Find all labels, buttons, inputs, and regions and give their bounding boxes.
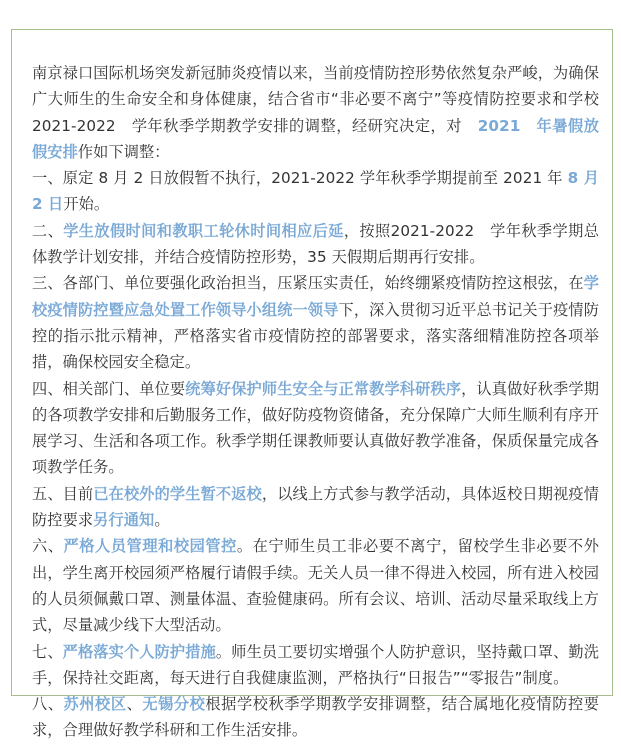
item-text: 八、 bbox=[32, 695, 64, 714]
item-1 bbox=[32, 165, 599, 218]
item-highlight: 8 月 2 日 bbox=[32, 169, 599, 214]
item-text: 。师生员工要切实增强个人防护意识，坚持戴口罩、勤洗手，保持社交距离，每天进行自我健康监测，严格执行“日报告”“零报告”制度。 bbox=[32, 642, 600, 687]
item-text: ，以线上方式参与教学活动，具体返校日期视疫情防控要求 bbox=[32, 484, 599, 530]
item-text: 。在宁师生员工非必要不离宁，留校学生非必要不外出，学生离开校园须严格履行请假手续。无关人员一律不得进入校园，所有进入校园的人员须佩戴口罩、测量体温、查验健康码。所有会议、培训、活动尽量采取线上方式，尽量减少线下大型活动。 bbox=[32, 537, 599, 635]
item-text: 三、各部门、单位要强化政治担当，压紧压实责任，始终绷紧疫情防控这根弦，在 bbox=[32, 274, 584, 293]
intro-text: 作如下调整： bbox=[77, 142, 170, 161]
item-4 bbox=[32, 376, 599, 481]
intro-highlight: 2021 年暑假放假安排 bbox=[32, 116, 599, 161]
item-2 bbox=[32, 218, 599, 271]
item-text: 下，深入贯彻习近平总书记关于疫情防控的指示批示精神，严格落实省市疫情防控的部署要求，落实落细精准防控各项举措，确保校园安全稳定。 bbox=[32, 300, 600, 372]
item-text: 一、原定 8 月 2 日放假暂不执行，2021-2022 学年秋季学期提前至 2021 年 bbox=[32, 169, 568, 188]
intro-text: 南京禄口国际机场突发新冠肺炎疫情以来，当前疫情防控形势依然复杂严峻，为确保广大师生的生命安全和身体健康，结合省市“非必要不离宁”等疫情防控要求和学校 2021-2022 学年秋季学期教学安排的调整，经研究决定，对 bbox=[32, 64, 615, 135]
notice-box bbox=[11, 29, 615, 740]
item-highlight: 统筹好保护师生安全与正常教学科研秩序 bbox=[185, 379, 462, 398]
item-highlight: 学校疫情防控暨应急处置工作领导小组统一领导 bbox=[32, 274, 599, 319]
item-highlight: 苏州校区 bbox=[63, 695, 127, 714]
item-text: ，认真做好秋季学期的各项教学安排和后勤服务工作，做好防疫物资储备，充分保障广大师生顺利有序开展学习、生活和各项工作。秋季学期任课教师要认真做好教学准备，保质保量完成各项教学任务。 bbox=[32, 379, 599, 477]
item-highlight: 另行通知 bbox=[93, 511, 155, 530]
item-highlight: 学生放假时间和教职工轮休时间相应后延 bbox=[63, 221, 344, 240]
item-3 bbox=[32, 270, 599, 375]
item-text: 二、 bbox=[32, 221, 64, 240]
item-7 bbox=[32, 639, 599, 692]
item-highlight: 无锡分校 bbox=[142, 695, 206, 714]
item-6 bbox=[32, 533, 599, 638]
item-5 bbox=[32, 481, 599, 534]
item-highlight: 严格落实个人防护措施 bbox=[62, 642, 216, 661]
item-text: 四、相关部门、单位要 bbox=[32, 379, 186, 398]
notice-body bbox=[32, 60, 615, 744]
item-text: ，按照2021-2022 学年秋季学期总体教学计划安排，并结合疫情防控形势，35 天假期后期再行安排。 bbox=[32, 221, 599, 267]
item-text: 开始。 bbox=[63, 195, 110, 214]
item-text: 、 bbox=[126, 695, 143, 714]
item-8 bbox=[32, 691, 599, 744]
item-text: 七、 bbox=[32, 642, 63, 661]
intro-paragraph bbox=[32, 60, 615, 165]
item-text: 根据学校秋季学期教学安排调整，结合属地化疫情防控要求，合理做好教学科研和工作生活安排。 bbox=[32, 695, 600, 740]
item-highlight: 已在校外的学生暂不返校 bbox=[93, 484, 262, 503]
item-text: 。 bbox=[154, 511, 170, 530]
item-highlight: 严格人员管理和校园管控 bbox=[63, 537, 237, 556]
item-text: 五、目前 bbox=[32, 484, 94, 503]
item-text: 六、 bbox=[32, 537, 64, 556]
